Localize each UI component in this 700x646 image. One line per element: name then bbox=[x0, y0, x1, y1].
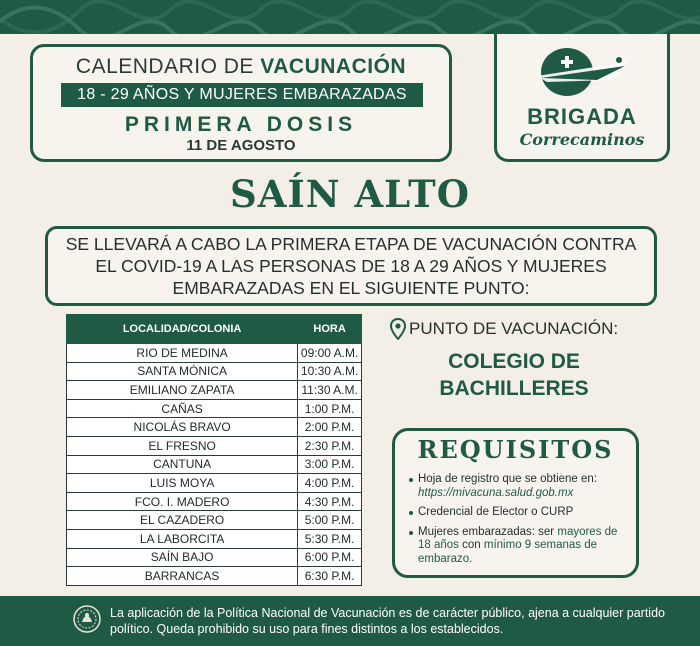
cell-time: 4:30 P.M. bbox=[298, 492, 362, 511]
cell-locality: FCO. I. MADERO bbox=[67, 492, 298, 511]
requirement-registration-text: Hoja de registro que se obtiene en: bbox=[418, 473, 598, 485]
table-row bbox=[67, 381, 362, 400]
table-row bbox=[67, 455, 362, 474]
table-row bbox=[67, 474, 362, 493]
brigada-brand-box bbox=[494, 34, 670, 162]
cell-time: 6:00 P.M. bbox=[298, 548, 362, 567]
dose-label: PRIMERA DOSIS bbox=[124, 113, 358, 136]
title-strong: VACUNACIÓN bbox=[260, 55, 407, 78]
cell-time: 2:00 P.M. bbox=[298, 418, 362, 437]
table-row bbox=[67, 399, 362, 418]
requirement-age-highlight: mayores de 18 años bbox=[418, 525, 618, 551]
table-row bbox=[67, 362, 362, 381]
audience-banner: 18 - 29 AÑOS Y MUJERES EMBARAZADAS bbox=[61, 83, 423, 107]
cell-locality: RIO DE MEDINA bbox=[67, 344, 298, 363]
header-time: HORA bbox=[298, 315, 362, 344]
cell-time: 5:00 P.M. bbox=[298, 511, 362, 530]
cell-locality: EMILIANO ZAPATA bbox=[67, 381, 298, 400]
table-row bbox=[67, 418, 362, 437]
header-locality: LOCALIDAD/COLONIA bbox=[67, 315, 298, 344]
top-decorative-band bbox=[0, 0, 700, 34]
title-prefix: CALENDARIO DE bbox=[75, 55, 254, 78]
requirements-box bbox=[392, 428, 639, 578]
vaccination-point-label bbox=[390, 318, 650, 340]
table-row bbox=[67, 529, 362, 548]
requirement-pregnant-text: Mujeres embarazadas: ser bbox=[418, 525, 555, 538]
requirement-id-text: Credencial de Elector o CURP bbox=[418, 506, 574, 518]
table-row bbox=[67, 511, 362, 530]
cell-time: 10:30 A.M. bbox=[298, 362, 362, 381]
cell-time: 2:30 P.M. bbox=[298, 436, 362, 455]
cell-time: 6:30 P.M. bbox=[298, 567, 362, 586]
requirement-connector: con bbox=[462, 539, 481, 551]
point-name-line1: COLEGIO DE bbox=[448, 350, 580, 373]
city-title: SAÍN ALTO bbox=[230, 172, 470, 216]
brand-subtitle: Correcaminos bbox=[519, 130, 645, 149]
vaccination-point-name bbox=[384, 348, 644, 402]
cell-time: 11:30 A.M. bbox=[298, 381, 362, 400]
list-item bbox=[409, 473, 631, 500]
calendar-title-box bbox=[30, 44, 452, 162]
requirements-title: REQUISITOS bbox=[417, 435, 614, 464]
list-item bbox=[409, 506, 631, 520]
map-pin-icon bbox=[390, 318, 406, 340]
cell-locality: SAÍN BAJO bbox=[67, 548, 298, 567]
brand-name: BRIGADA bbox=[527, 104, 637, 129]
table-row bbox=[67, 436, 362, 455]
intro-text: SE LLEVARÁ A CABO LA PRIMERA ETAPA DE VACUNACIÓN CONTRA EL COVID-19 A LAS PERSONAS DE 18 A 29 AÑOS Y MUJERES EMBARAZADAS EN EL SIGUIENTE PUNTO: bbox=[65, 234, 637, 298]
table-row bbox=[67, 548, 362, 567]
list-item bbox=[409, 526, 631, 567]
registration-url-link[interactable]: https://mivacuna.salud.gob.mx bbox=[418, 486, 574, 499]
cell-locality: CANTUNA bbox=[67, 455, 298, 474]
requirements-list bbox=[409, 473, 631, 572]
cell-locality: LA LABORCITA bbox=[67, 529, 298, 548]
table-header-row bbox=[67, 315, 362, 344]
ornament-pattern-icon bbox=[0, 0, 700, 34]
footer-band bbox=[0, 596, 700, 646]
intro-box bbox=[45, 226, 657, 306]
roadrunner-cross-icon bbox=[527, 42, 637, 102]
cell-time: 5:30 P.M. bbox=[298, 529, 362, 548]
national-seal-icon bbox=[72, 604, 102, 634]
date-label: 11 DE AGOSTO bbox=[186, 137, 296, 154]
calendar-title bbox=[33, 55, 449, 79]
cell-locality: NICOLÁS BRAVO bbox=[67, 418, 298, 437]
requirement-weeks-highlight: mínimo 9 semanas de embarazo. bbox=[418, 539, 598, 565]
cell-locality: SANTA MÓNICA bbox=[67, 362, 298, 381]
legal-disclaimer: La aplicación de la Política Nacional de Vacunación es de carácter público, ajena a cualquier partido político. Queda prohibido su uso para fines distintos a los establecidos. bbox=[110, 606, 665, 636]
cell-locality: CAÑAS bbox=[67, 399, 298, 418]
cell-time: 3:00 P.M. bbox=[298, 455, 362, 474]
cell-locality: EL FRESNO bbox=[67, 436, 298, 455]
point-name-line2: BACHILLERES bbox=[439, 377, 589, 400]
point-label-text: PUNTO DE VACUNACIÓN: bbox=[409, 319, 619, 338]
cell-time: 1:00 P.M. bbox=[298, 399, 362, 418]
table-row bbox=[67, 492, 362, 511]
schedule-table bbox=[66, 314, 362, 586]
cell-time: 4:00 P.M. bbox=[298, 474, 362, 493]
table-row bbox=[67, 567, 362, 586]
cell-locality: BARRANCAS bbox=[67, 567, 298, 586]
cell-time: 09:00 A.M. bbox=[298, 344, 362, 363]
cell-locality: LUIS MOYA bbox=[67, 474, 298, 493]
cell-locality: EL CAZADERO bbox=[67, 511, 298, 530]
table-row bbox=[67, 344, 362, 363]
